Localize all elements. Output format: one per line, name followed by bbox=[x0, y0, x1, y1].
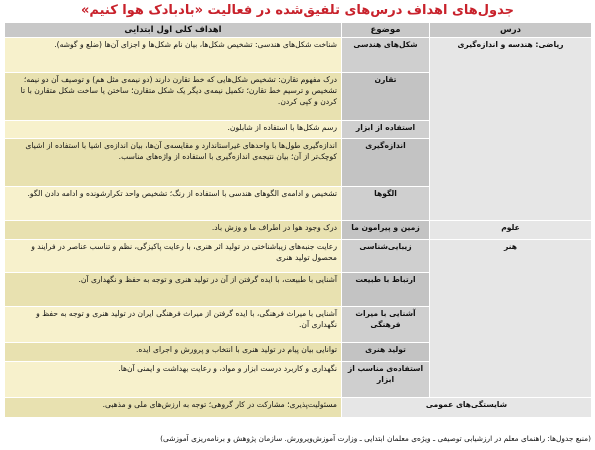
topic-cell: شکل‌های هندسی bbox=[342, 38, 430, 73]
source-note: (منبع جدول‌ها: راهنمای معلم در ارزشیابی توصیفی ـ ویژه‌ی معلمان ابتدایی ـ وزارت آموزش‌وپرورش. سازمان پژوهش و برنامه‌ریزی آموزشی) bbox=[160, 434, 591, 443]
goal-cell: درک وجود هوا در اطراف ما و وزش باد. bbox=[5, 221, 342, 240]
topic-cell: آشنایی با میراث فرهنگی bbox=[342, 307, 430, 343]
page-title: جدول‌های اهداف درس‌های تلفیق‌شده در فعالیت «بادبادک هوا کنیم» bbox=[80, 3, 515, 18]
topic-cell: تقارن bbox=[342, 73, 430, 121]
topic-cell: تولید هنری bbox=[342, 343, 430, 362]
header-topic: موضوع bbox=[342, 23, 430, 38]
table-row bbox=[5, 240, 592, 273]
header-row bbox=[5, 23, 592, 38]
goal-cell: آشنایی با طبیعت، با ایده گرفتن از آن در تولید هنری و توجه به حفظ و نگهداری آن. bbox=[5, 273, 342, 307]
goals-table bbox=[4, 22, 592, 418]
subject-general: شایستگی‌های عمومی bbox=[342, 398, 592, 418]
topic-cell: الگوها bbox=[342, 187, 430, 221]
subject-science: علوم bbox=[430, 221, 592, 240]
table-row bbox=[5, 398, 592, 418]
goal-cell: مسئولیت‌پذیری؛ مشارکت در کار گروهی؛ توجه به ارزش‌های ملی و مذهبی. bbox=[5, 398, 342, 418]
goal-cell: آشنایی با میراث فرهنگی، با ایده گرفتن از میراث فرهنگی ایران در تولید هنری و توجه به حفظ و نگهداری آن. bbox=[5, 307, 342, 343]
goal-cell: رعایت جنبه‌های زیباشناختی در تولید اثر هنری، با رعایت پاکیزگی، نظم و تناسب عناصر در فرایند و محصول تولید هنری bbox=[5, 240, 342, 273]
subject-math: ریاضی: هندسه و اندازه‌گیری bbox=[430, 38, 592, 221]
header-subject: درس bbox=[430, 23, 592, 38]
topic-cell: استفاده‌ی مناسب از ابزار bbox=[342, 362, 430, 398]
topic-cell: اندازه‌گیری bbox=[342, 139, 430, 187]
header-goal: اهداف کلی اول ابتدایی bbox=[5, 23, 342, 38]
topic-cell: زمین و پیرامون ما bbox=[342, 221, 430, 240]
topic-cell: ارتباط با طبیعت bbox=[342, 273, 430, 307]
goal-cell: اندازه‌گیری طول‌ها با واحدهای غیراستاندارد و مقایسه‌ی آن‌ها، بیان اندازه‌ی اشیا با استفاده از اشیای کوچک‌تر از آن؛ بیان نتیجه‌ی اندازه‌گیری با استفاده از واژه‌های مناسب. bbox=[5, 139, 342, 187]
topic-cell: زیبایی‌شناسی bbox=[342, 240, 430, 273]
goal-cell: رسم شکل‌ها با استفاده از شابلون. bbox=[5, 121, 342, 139]
goal-cell: توانایی بیان پیام در تولید هنری با انتخاب و پرورش و اجرای ایده. bbox=[5, 343, 342, 362]
table-row bbox=[5, 38, 592, 73]
goal-cell: شناخت شکل‌های هندسی: تشخیص شکل‌ها، بیان نام شکل‌ها و اجزای آن‌ها (ضلع و گوشه). bbox=[5, 38, 342, 73]
table-row bbox=[5, 221, 592, 240]
topic-cell: استفاده از ابزار bbox=[342, 121, 430, 139]
subject-art: هنر bbox=[430, 240, 592, 398]
goal-cell: درک مفهوم تقارن: تشخیص شکل‌هایی که خط تقارن دارند (دو نیمه‌ی مثل هم) و توصیف آن دو نیمه؛ تشخیص و ترسیم خط تقارن؛ تکمیل نیمه‌ی دیگر یک شکل متقارن؛ ساختن یا ساخت شکل متقارن با تا کردن و کپی کردن. bbox=[5, 73, 342, 121]
goal-cell: تشخیص و ادامه‌ی الگوهای هندسی با استفاده از رنگ؛ تشخیص واحد تکرارشونده و ادامه دادن الگو. bbox=[5, 187, 342, 221]
goal-cell: نگهداری و کاربرد درست ابزار و مواد، و رعایت بهداشت و ایمنی آن‌ها. bbox=[5, 362, 342, 398]
